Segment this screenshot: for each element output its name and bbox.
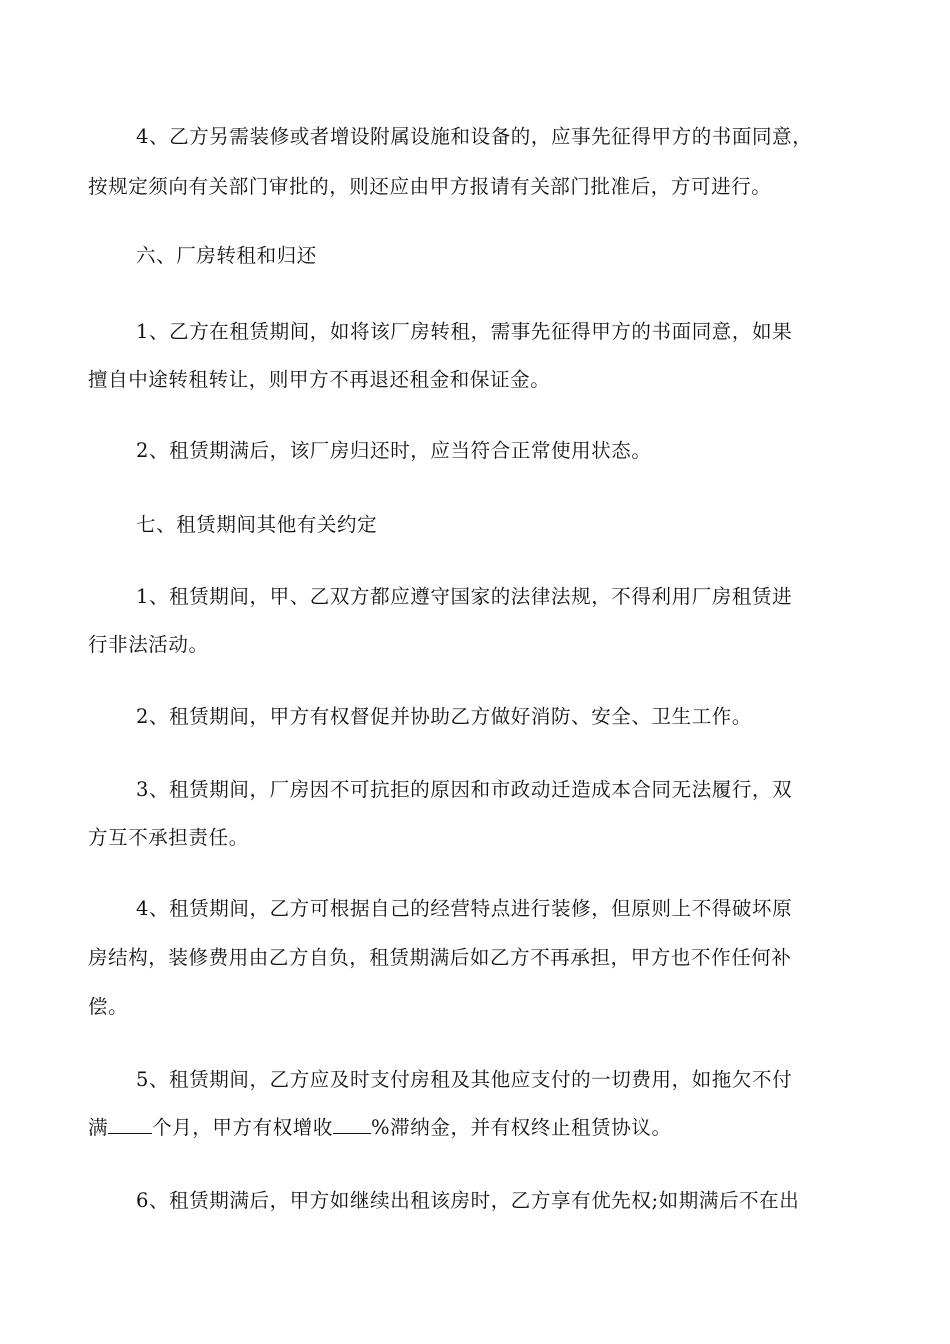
paragraph-line: 4、乙方另需装修或者增设附属设施和设备的，应事先征得甲方的书面同意，: [136, 125, 813, 148]
paragraph-line: 按规定须向有关部门审批的，则还应由甲方报请有关部门批准后，方可进行。: [88, 175, 772, 198]
paragraph-line: 擅自中途转租转让，则甲方不再退还租金和保证金。: [88, 368, 551, 391]
paragraph-line: 1、租赁期间，甲、乙双方都应遵守国家的法律法规，不得利用厂房租赁进: [136, 585, 793, 608]
paragraph-line: 1、乙方在租赁期间，如将该厂房转租，需事先征得甲方的书面同意，如果: [136, 320, 793, 343]
paragraph-line: 2、租赁期间，甲方有权督促并协助乙方做好消防、安全、卫生工作。: [136, 705, 753, 728]
paragraph-line: 2、租赁期满后，该厂房归还时，应当符合正常使用状态。: [136, 439, 652, 462]
paragraph-line: 4、租赁期间，乙方可根据自己的经营特点进行装修，但原则上不得破坏原: [136, 897, 793, 920]
fill-in-blank: [333, 1115, 371, 1134]
text-segment: %滞纳金，并有权终止租赁协议。: [371, 1116, 672, 1139]
section-heading: 六、厂房转租和归还: [136, 244, 317, 267]
paragraph-line: 房结构，装修费用由乙方自负，租赁期满后如乙方不再承担，甲方也不作任何补: [88, 946, 792, 969]
text-segment: 满: [88, 1116, 109, 1139]
paragraph-line: 6、租赁期满后，甲方如继续出租该房时，乙方享有优先权;如期满后不在出: [136, 1189, 800, 1212]
section-heading: 七、租赁期间其他有关约定: [136, 513, 378, 536]
fill-in-blank: [108, 1115, 152, 1134]
paragraph-line: 行非法活动。: [88, 633, 209, 656]
paragraph-line: 5、租赁期间，乙方应及时支付房租及其他应支付的一切费用，如拖欠不付: [136, 1068, 793, 1091]
text-segment: 个月，甲方有权增收: [152, 1116, 334, 1139]
paragraph-line-with-blanks: [88, 1115, 950, 1141]
paragraph-line: 3、租赁期间，厂房因不可抗拒的原因和市政动迁造成本合同无法履行，双: [136, 778, 793, 801]
paragraph-line: 方互不承担责任。: [88, 826, 249, 849]
paragraph-line: 偿。: [88, 995, 129, 1018]
